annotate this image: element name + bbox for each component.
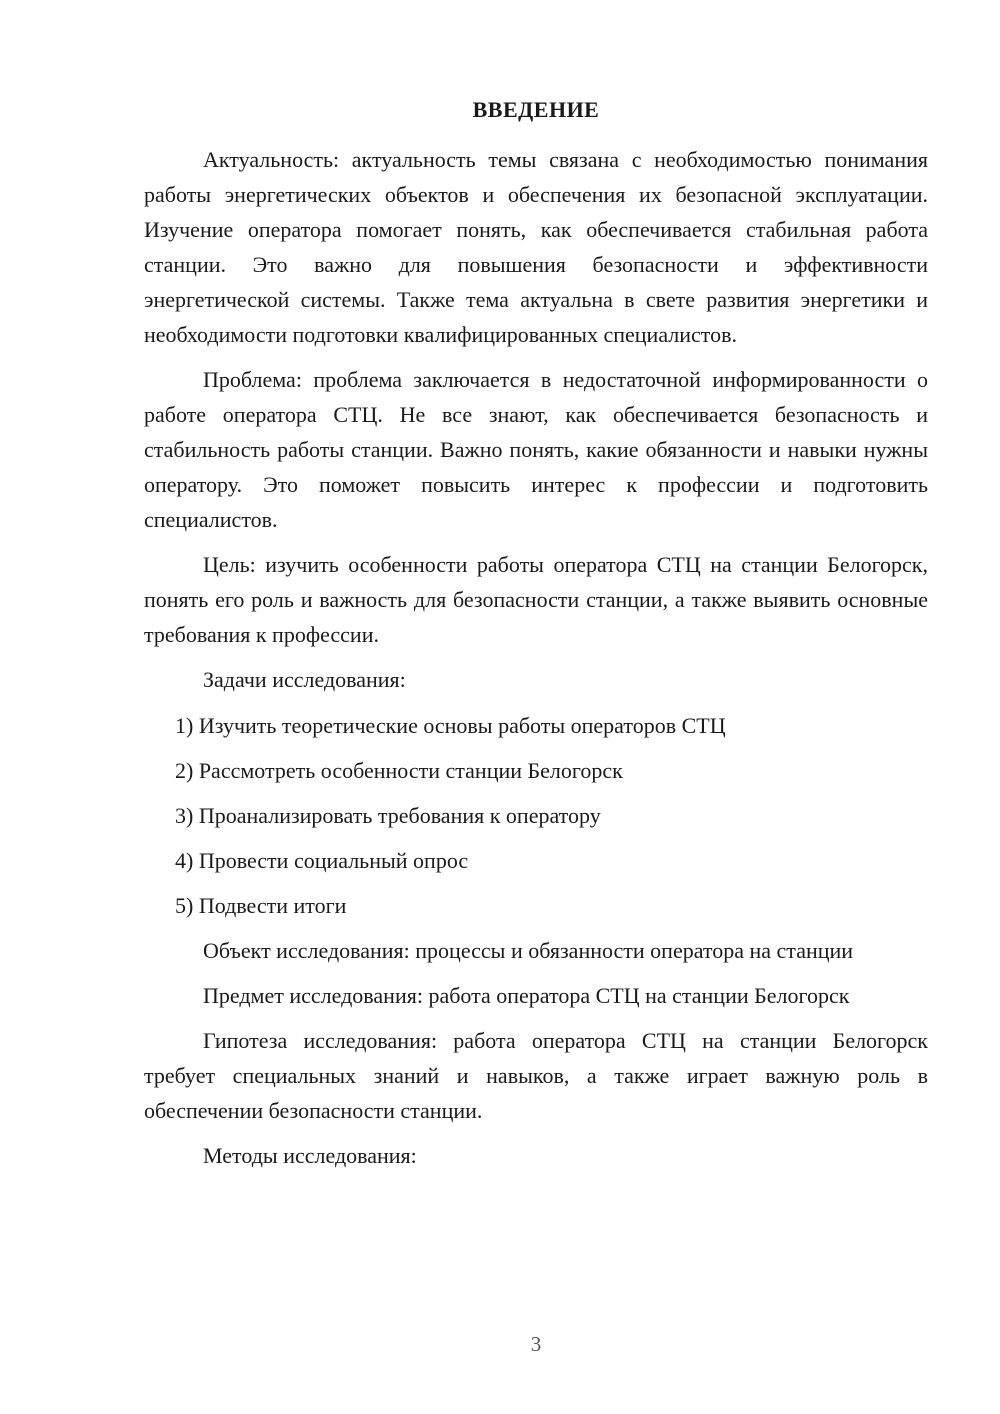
paragraph-object: Объект исследования: процессы и обязанности оператора на станции [203, 938, 854, 963]
paragraph-hypothesis: Гипотеза исследования: работа оператора СТЦ на станции Белогорск требует специальных знаний и навыков, а также играет важную роль в обеспечении безопасности станции. [144, 1028, 928, 1123]
list-item: 1) Изучить теоретические основы работы операторов СТЦ [175, 713, 726, 738]
tasks-heading: Задачи исследования: [203, 667, 406, 692]
list-item: 2) Рассмотреть особенности станции Белогорск [175, 758, 623, 783]
page-number: 3 [530, 1332, 542, 1356]
tasks-list [144, 708, 928, 923]
methods-heading: Методы исследования: [203, 1143, 417, 1168]
paragraph-relevance: Актуальность: актуальность темы связана с необходимостью понимания работы энергетических объектов и обеспечения их безопасной эксплуатации. Изучение оператора помогает понять, как обеспечивается стабильная работа станции. Это важно для повышения безопасности и эффективности энергетической системы. Также тема актуальна в свете развития энергетики и необходимости подготовки квалифицированных специалистов. [144, 147, 928, 347]
paragraph-subject: Предмет исследования: работа оператора СТЦ на станции Белогорск [203, 983, 850, 1008]
list-item: 3) Проанализировать требования к оператору [175, 803, 601, 828]
paragraph-goal: Цель: изучить особенности работы оператора СТЦ на станции Белогорск, понять его роль и важность для безопасности станции, а также выявить основные требования к профессии. [144, 552, 928, 647]
page-title: ВВЕДЕНИЕ [472, 97, 600, 122]
document-page [144, 92, 928, 1184]
list-item: 4) Провести социальный опрос [175, 848, 469, 873]
paragraph-problem: Проблема: проблема заключается в недостаточной информированности о работе оператора СТЦ. Не все знают, как обеспечивается безопасность и стабильность работы станции. Важно понять, какие обязанности и навыки нужны оператору. Это поможет повысить интерес к профессии и подготовить специалистов. [144, 367, 928, 532]
list-item: 5) Подвести итоги [175, 893, 347, 918]
